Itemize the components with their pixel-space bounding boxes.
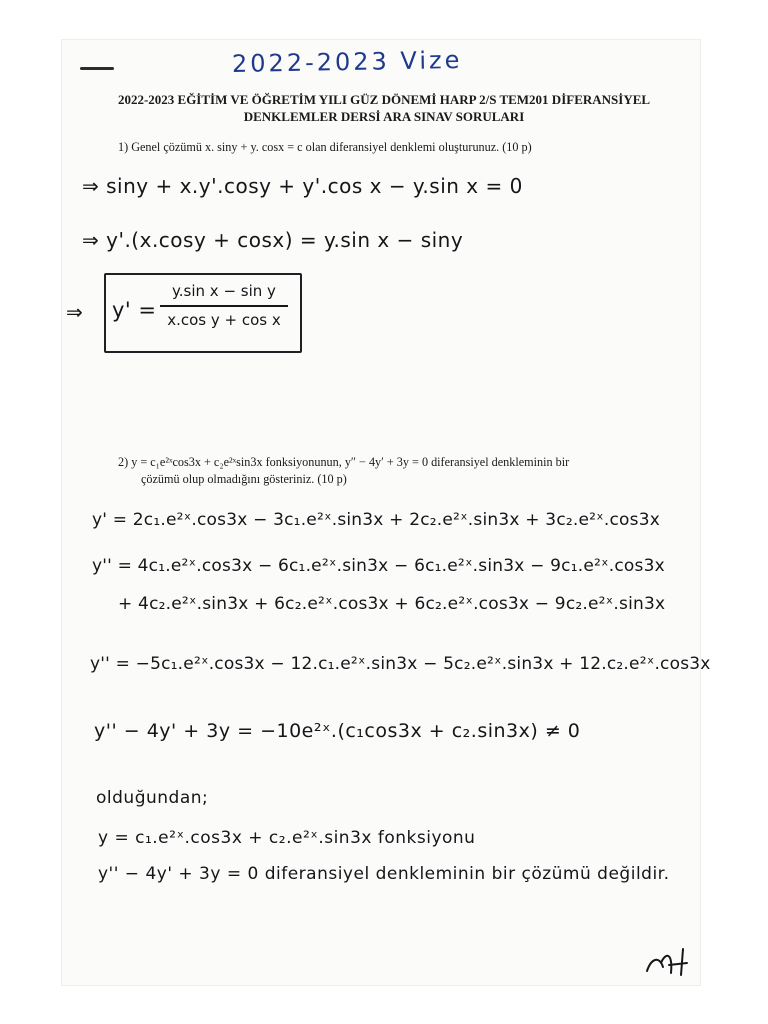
exam-title-line-1: 2022-2023 EĞİTİM VE ÖĞRETİM YILI GÜZ DÖNEMİ HARP 2/S TEM201 DİFERANSİYEL <box>117 92 651 107</box>
q1-step-1: ⇒ siny + x.y'.cosy + y'.cos x − y.sin x = 0 <box>82 174 523 198</box>
question-2-text-line-2: çözümü olup olmadığını gösteriniz. (10 p) <box>141 472 347 486</box>
handwritten-title: 2022-2023 Vize <box>231 45 463 78</box>
exam-title-line-2: DENKLEMLER DERSİ ARA SINAV SORULARI <box>243 109 525 124</box>
q2-conclusion-3: y'' − 4y' + 3y = 0 diferansiyel denkleminin bir çözümü değildir. <box>98 864 670 884</box>
q2-second-derivative-a: y'' = 4c₁.e²ˣ.cos3x − 6c₁.e²ˣ.sin3x − 6c₁.e²ˣ.sin3x − 9c₁.e²ˣ.cos3x <box>92 556 665 576</box>
q2-conclusion-1: olduğundan; <box>96 788 209 808</box>
q1-result-lhs: y' = <box>112 298 157 322</box>
q1-result-fraction <box>160 282 288 329</box>
q2-second-derivative-simplified: y'' = −5c₁.e²ˣ.cos3x − 12.c₁.e²ˣ.sin3x − 5c₂.e²ˣ.sin3x + 12.c₂.e²ˣ.cos3x <box>90 654 711 674</box>
q2-second-derivative-b: + 4c₂.e²ˣ.sin3x + 6c₂.e²ˣ.cos3x + 6c₂.e²ˣ.cos3x − 9c₂.e²ˣ.sin3x <box>118 594 666 614</box>
question-2-text-line-1: 2) y = c₁e²ˣcos3x + c₂e²ˣsin3x fonksiyonunun, y″ − 4y′ + 3y = 0 diferansiyel denkleminin bir <box>118 455 570 469</box>
q2-first-derivative: y' = 2c₁.e²ˣ.cos3x − 3c₁.e²ˣ.sin3x + 2c₂.e²ˣ.sin3x + 3c₂.e²ˣ.cos3x <box>92 510 660 530</box>
handwritten-dash <box>80 67 114 70</box>
question-1-text: 1) Genel çözümü x. siny + y. cosx = c olan diferansiyel denklemi oluşturunuz. (10 p) <box>118 140 532 154</box>
signature-mark <box>643 945 693 979</box>
q2-conclusion-2: y = c₁.e²ˣ.cos3x + c₂.e²ˣ.sin3x fonksiyonu <box>98 828 476 848</box>
q1-result-denominator: x.cos y + cos x <box>167 311 281 329</box>
q1-step-2: ⇒ y'.(x.cosy + cosx) = y.sin x − siny <box>82 228 464 252</box>
q1-arrow: ⇒ <box>66 300 84 324</box>
fraction-bar <box>160 305 288 307</box>
q1-result-numerator: y.sin x − sin y <box>172 282 276 300</box>
q2-substitution-result: y'' − 4y' + 3y = −10e²ˣ.(c₁cos3x + c₂.sin3x) ≠ 0 <box>94 720 581 742</box>
